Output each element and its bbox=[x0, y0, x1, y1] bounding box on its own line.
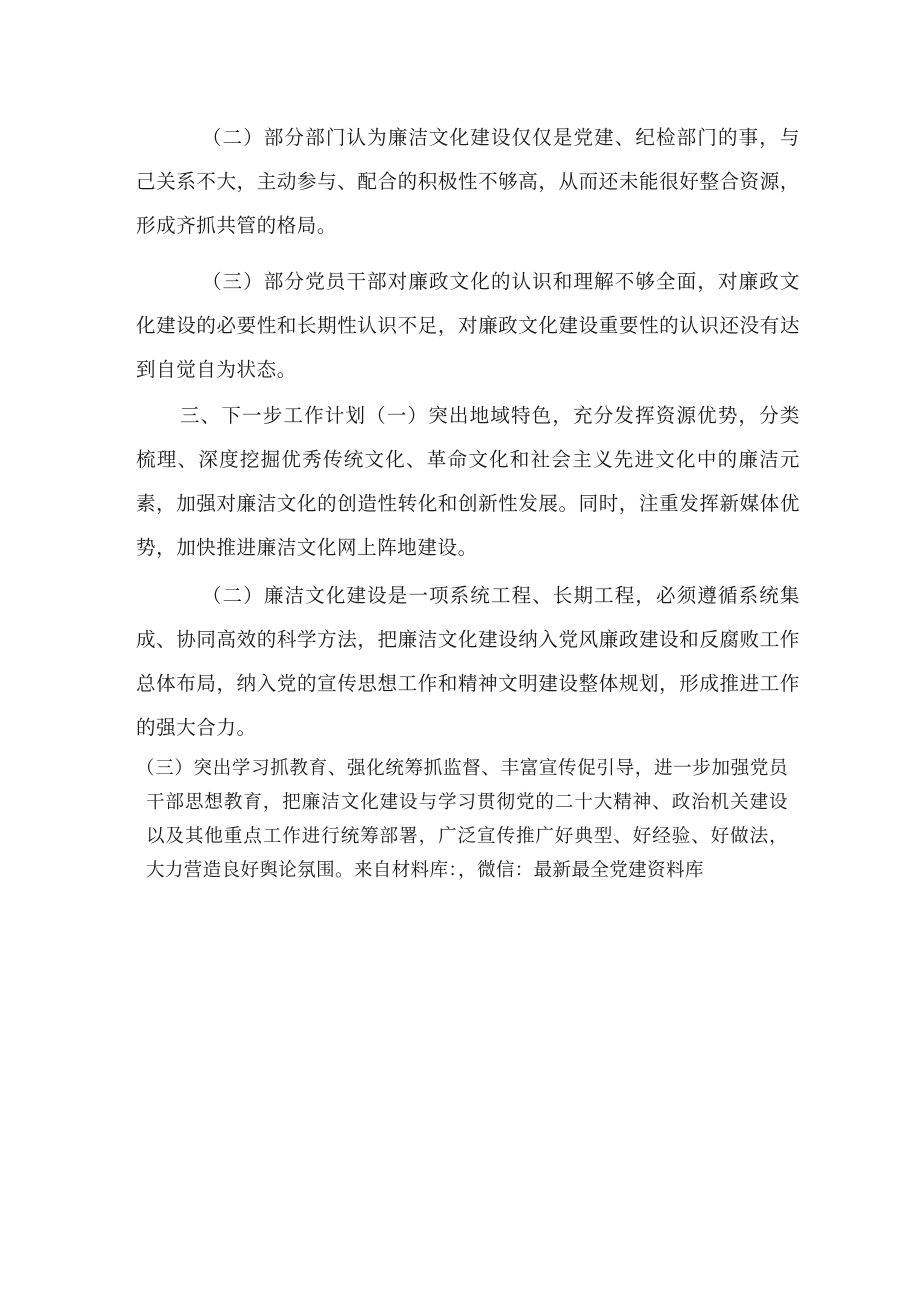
paragraph-plan-2: （二）廉洁文化建设是一项系统工程、长期工程，必须遵循系统集成、协同高效的科学方法，把廉洁文化建设纳入党风廉政建设和反腐败工作总体布局，纳入党的宣传思想工作和精神文明建设整体规划，形成推进工作的强大合力。 bbox=[136, 584, 800, 739]
paragraph-issue-2: （二）部分部门认为廉洁文化建设仅仅是党建、纪检部门的事，与己关系不大，主动参与、配合的积极性不够高，从而还未能很好整合资源，形成齐抓共管的格局。 bbox=[136, 126, 800, 237]
paragraph-plan-3: （三）突出学习抓教育、强化统筹抓监督、丰富宣传促引导，进一步加强党员干部思想教育，把廉洁文化建设与学习贯彻党的二十大精神、政治机关建设以及其他重点工作进行统筹部署，广泛宣传推广好典型、好经验、好做法，大力营造良好舆论氛围。来自材料库：，微信：最新最全党建资料库 bbox=[136, 758, 788, 881]
paragraph-issue-3: （三）部分党员干部对廉政文化的认识和理解不够全面，对廉政文化建设的必要性和长期性认识不足，对廉政文化建设重要性的认识还没有达到自觉自为状态。 bbox=[136, 270, 800, 381]
paragraph-next-step-plan: 三、下一步工作计划（一）突出地域特色，充分发挥资源优势，分类梳理、深度挖掘优秀传统文化、革命文化和社会主义先进文化中的廉洁元素，加强对廉洁文化的创造性转化和创新性发展。同时，注重发挥新媒体优势，加快推进廉洁文化网上阵地建设。 bbox=[136, 404, 800, 559]
